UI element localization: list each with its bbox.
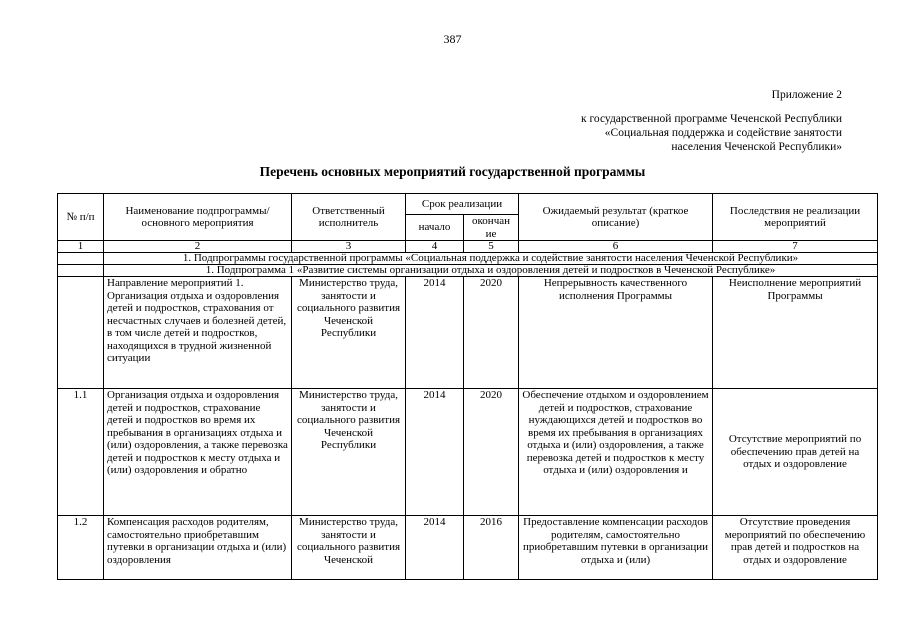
row-result: Непрерывность качественного исполнения Программы	[519, 277, 713, 389]
row-end: 2020	[464, 277, 519, 389]
header-responsible: Ответственный исполнитель	[292, 194, 406, 241]
column-number: 3	[292, 241, 406, 253]
row-start: 2014	[406, 516, 464, 580]
column-number: 5	[464, 241, 519, 253]
subprogram-row-num-cell	[58, 265, 104, 277]
column-number: 7	[713, 241, 878, 253]
row-result: Обеспечение отдыхом и оздоровлением детей и подростков, страхование нуждающихся детей и подростков во время их пребывания в организациях отдыха и (или) оздоровления, а также перевозка детей и подростков к месту отдыха и (или) оздоровления и	[519, 389, 713, 516]
table-row	[58, 516, 878, 580]
row-name: Направление мероприятий 1. Организация отдыха и оздоровления детей и подростков, страхования от несчастных случаев и болезней детей, в том числе детей и подростков, находящихся в трудной жизненной ситуации	[104, 277, 292, 389]
program-title: 1. Подпрограммы государственной программы «Социальная поддержка и содействие занятости населения Чеченской Республики»	[104, 253, 878, 265]
header-period: Срок реализации	[406, 194, 519, 215]
column-number: 6	[519, 241, 713, 253]
header-start: начало	[406, 215, 464, 241]
appendix-header	[581, 88, 842, 154]
row-name: Компенсация расходов родителям, самостоятельно приобретавшим путевки в организации отдыха и (или) оздоровления	[104, 516, 292, 580]
header-row	[58, 194, 878, 215]
subprogram-row	[58, 265, 878, 277]
header-name: Наименование подпрограммы/ основного мероприятия	[104, 194, 292, 241]
row-end: 2016	[464, 516, 519, 580]
header-consequences: Последствия не реализации мероприятий	[713, 194, 878, 241]
measures-table	[57, 193, 878, 580]
row-num	[58, 277, 104, 389]
row-result: Предоставление компенсации расходов родителям, самостоятельно приобретавшим путевки в организации отдыха и (или)	[519, 516, 713, 580]
row-end: 2020	[464, 389, 519, 516]
row-responsible: Министерство труда, занятости и социального развития Чеченской	[292, 516, 406, 580]
program-row	[58, 253, 878, 265]
column-number: 4	[406, 241, 464, 253]
row-responsible: Министерство труда, занятости и социального развития Чеченской Республики	[292, 277, 406, 389]
row-name: Организация отдыха и оздоровления детей и подростков, страхование детей и подростков во время их пребывания в организациях отдыха и (или) оздоровления, а также перевозка детей и подростков к месту отдыха и (или) оздоровления и обратно	[104, 389, 292, 516]
row-responsible: Министерство труда, занятости и социального развития Чеченской Республики	[292, 389, 406, 516]
row-consequences: Отсутствие мероприятий по обеспечению прав детей на отдых и оздоровление	[713, 389, 878, 516]
table-row	[58, 277, 878, 389]
program-row-num-cell	[58, 253, 104, 265]
row-start: 2014	[406, 389, 464, 516]
column-number: 2	[104, 241, 292, 253]
row-num: 1.2	[58, 516, 104, 580]
appendix-line: населения Чеченской Республики»	[671, 141, 842, 153]
row-start: 2014	[406, 277, 464, 389]
row-num: 1.1	[58, 389, 104, 516]
row-consequences: Отсутствие проведения мероприятий по обеспечению прав детей и подростков на отдых и оздоровление	[713, 516, 878, 580]
header-result: Ожидаемый результат (краткое описание)	[519, 194, 713, 241]
appendix-title: Приложение 2	[771, 89, 842, 101]
table-row	[58, 389, 878, 516]
appendix-line: к государственной программе Чеченской Республики	[581, 113, 842, 125]
column-numbers-row	[58, 241, 878, 253]
row-consequences: Неисполнение мероприятий Программы	[713, 277, 878, 389]
appendix-line: «Социальная поддержка и содействие занятости	[604, 127, 842, 139]
column-number: 1	[58, 241, 104, 253]
page-number: 387	[443, 32, 462, 46]
document-title: Перечень основных мероприятий государственной программы	[259, 164, 646, 179]
header-num: № п/п	[58, 194, 104, 241]
header-end: окончан ие	[464, 215, 519, 241]
subprogram-title: 1. Подпрограмма 1 «Развитие системы организации отдыха и оздоровления детей и подростков в Чеченской Республике»	[104, 265, 878, 277]
